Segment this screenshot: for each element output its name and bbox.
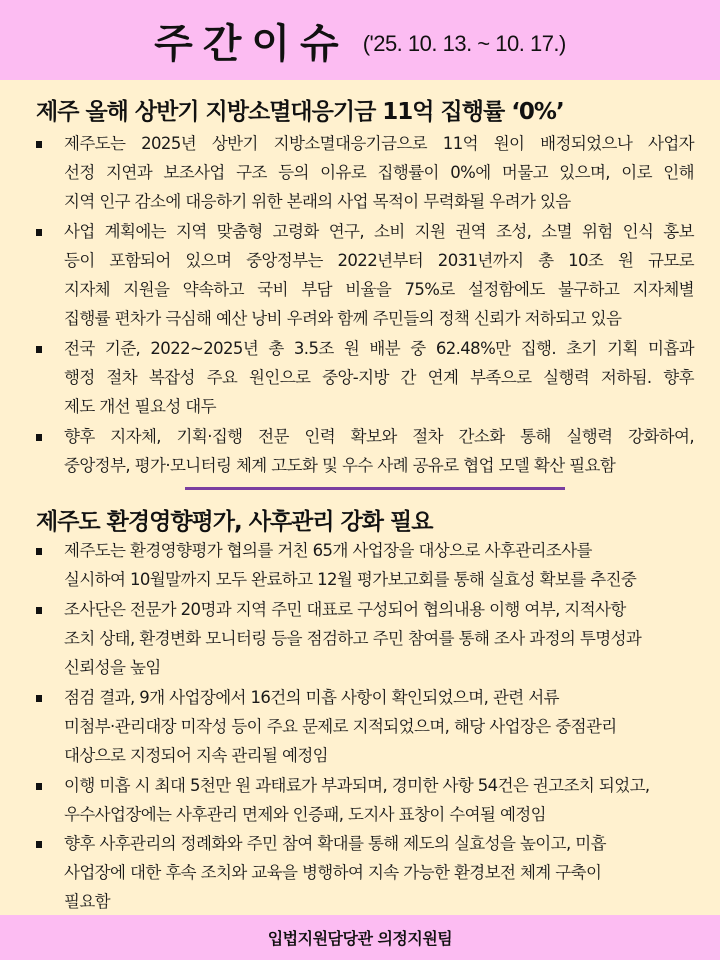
text-line: 지자체 지원을 약속하고 국비 부담 비율을 75%로 설정함에도 불구하고 지자체별 [64, 280, 694, 299]
text-line: 사업 계획에는 지역 맞춤형 고령화 연구, 소비 지원 권역 조성, 소멸 위험 인식 홍보 [64, 222, 694, 241]
section-divider [185, 487, 565, 490]
text-line: 제주도는 2025년 상반기 지방소멸대응기금으로 11억 원이 배정되었으나 사업자 [64, 134, 694, 153]
text-line: 미첨부·관리대장 미작성 등이 주요 문제로 지적되었으며, 해당 사업장은 중점관리 [64, 717, 617, 736]
text-line: 제주도는 환경영향평가 협의를 거친 65개 사업장을 대상으로 사후관리조사를 [64, 541, 592, 560]
footer-banner [0, 915, 720, 960]
text-line: 사업장에 대한 후속 조치와 교육을 병행하여 지속 가능한 환경보전 체계 구축이 [64, 863, 602, 882]
date-range: ('25. 10. 13. ~ 10. 17.) [362, 31, 566, 56]
text-line: 향후 사후관리의 정례화와 주민 참여 확대를 통해 제도의 실효성을 높이고, 미흡 [64, 834, 606, 853]
section-title: 제주 올해 상반기 지방소멸대응기금 11억 집행률 ‘0%’ [36, 99, 564, 125]
header-banner [0, 0, 720, 80]
text-line: 이행 미흡 시 최대 5천만 원 과태료가 부과되며, 경미한 사항 54건은 권고조치 되었고, [64, 776, 650, 795]
bullet-square-icon [36, 434, 42, 441]
text-line: 필요함 [64, 892, 111, 911]
text-line: 향후 지자체, 기획·집행 전문 인력 확보와 절차 간소화 통해 실행력 강화하여, [64, 427, 694, 446]
text-line: 조사단은 전문가 20명과 지역 주민 대표로 구성되어 협의내용 이행 여부, 지적사항 [64, 600, 626, 619]
text-line: 실시하여 10월말까지 모두 완료하고 12월 평가보고회를 통해 실효성 확보를 추진중 [64, 570, 637, 589]
text-line: 신뢰성을 높임 [64, 658, 161, 677]
text-line: 제도 개선 필요성 대두 [64, 397, 216, 416]
bullet-square-icon [36, 841, 42, 848]
department-name: 입법지원담당관 의정지원팀 [267, 929, 453, 948]
bullet-square-icon [36, 548, 42, 555]
text-line: 지역 인구 감소에 대응하기 위한 본래의 사업 목적이 무력화될 우려가 있음 [64, 192, 571, 211]
text-line: 우수사업장에는 사후관리 면제와 인증패, 도지사 표창이 수여될 예정임 [64, 805, 546, 824]
text-line: 점검 결과, 9개 사업장에서 16건의 미흡 사항이 확인되었으며, 관련 서류 [64, 688, 559, 707]
text-line: 대상으로 지정되어 지속 관리될 예정임 [64, 746, 329, 765]
text-line: 등이 포함되어 있으며 중앙정부는 2022년부터 2031년까지 총 10조 원 규모로 [64, 251, 694, 270]
bullet-square-icon [36, 783, 42, 790]
text-line: 집행률 편차가 극심해 예산 낭비 우려와 함께 주민들의 정책 신뢰가 저하되고 있음 [64, 309, 622, 328]
bullet-square-icon [36, 695, 42, 702]
text-line: 조치 상태, 환경변화 모니터링 등을 점검하고 주민 참여를 통해 조사 과정의 투명성과 [64, 629, 642, 648]
text-line: 선정 지연과 보조사업 구조 등의 이유로 집행률이 0%에 머물고 있으며, 이로 인해 [64, 163, 694, 182]
bullet-square-icon [36, 229, 42, 236]
bullet-square-icon [36, 607, 42, 614]
text-line: 전국 기준, 2022~2025년 총 3.5조 원 배분 중 62.48%만 집행. 초기 기획 미흡과 [64, 339, 694, 358]
bullet-square-icon [36, 141, 42, 148]
bullet-square-icon [36, 346, 42, 353]
section-title: 제주도 환경영향평가, 사후관리 강화 필요 [36, 509, 433, 535]
text-line: 중앙정부, 평가·모니터링 체계 고도화 및 우수 사례 공유로 협업 모델 확산 필요함 [64, 456, 616, 475]
text-line: 행정 절차 복잡성 주요 원인으로 중앙-지방 간 연계 부족으로 실행력 저하됨. 향후 [64, 368, 694, 387]
page-title: 주간이슈 [154, 20, 349, 67]
